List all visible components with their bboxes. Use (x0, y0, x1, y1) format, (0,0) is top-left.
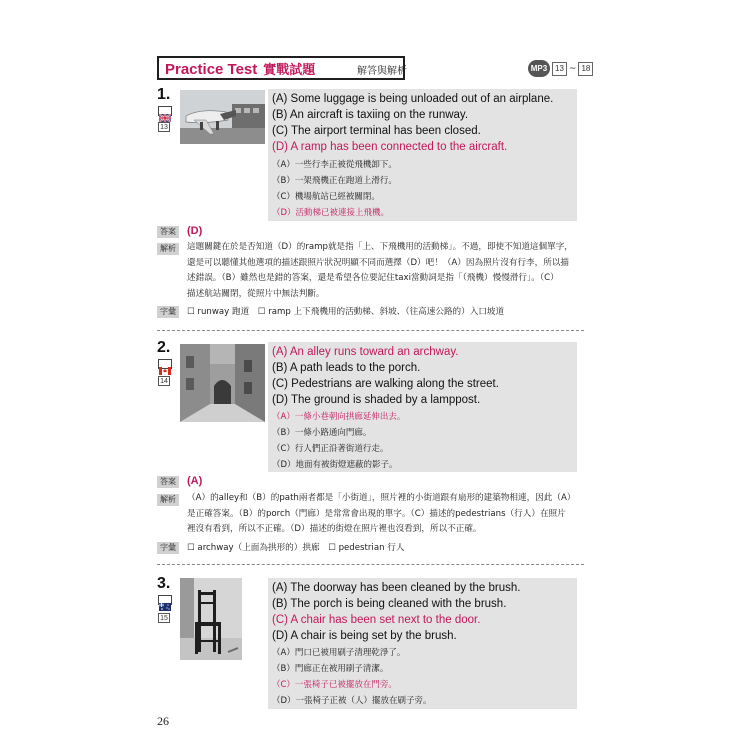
explanation-line: 是正確答案。（B）的porch（門廊）是常常會出現的單字。（C）描述的pedestrians（行人）在照片 (187, 508, 566, 519)
option-a-translation: （A）一些行李正被從飛機卸下。 (272, 160, 397, 170)
options-box (268, 578, 577, 709)
alley-photo (180, 344, 265, 422)
canada-flag-icon (158, 359, 172, 369)
option-d: (D) The ground is shaded by a lamppost. (272, 394, 481, 406)
options-box (268, 342, 577, 472)
vocabulary-text: ☐ archway（上面為拱形的）拱廊 ☐ pedestrian 行人 (187, 543, 405, 553)
track-number: 14 (158, 376, 170, 386)
explanation-line: 描述航站關閉，從照片中無法判斷。 (187, 288, 325, 299)
question-number: 1. (157, 86, 171, 103)
uk-flag-icon (158, 106, 172, 116)
section-title-zh: 實戰試題 (263, 62, 316, 77)
option-c-correct: (C) A chair has been set next to the door. (272, 614, 481, 626)
option-c: (C) Pedestrians are walking along the street. (272, 378, 499, 390)
explanation-line: 述錯誤。（B）雖然也是錯的答案，還是希望各位要記住taxi當動詞是指「（飛機）慢慢滑行」。（C） (187, 273, 559, 284)
explanation-text (187, 491, 582, 538)
option-a: (A) Some luggage is being unloaded out of an airplane. (272, 93, 554, 105)
section-subtitle: 解答與解析 (357, 66, 407, 77)
explanation-label: 解析 (157, 243, 179, 255)
question-divider (157, 564, 584, 565)
section-header (157, 56, 405, 80)
option-c-translation: （C）行人們正沿著街道行走。 (272, 444, 389, 454)
explanation-line: 裡沒有看到，所以不正確。（D）描述的街燈在照片裡也沒看到，所以不正確。 (187, 524, 482, 535)
option-a-translation: （A）門口已被用刷子清理乾淨了。 (272, 648, 406, 658)
option-b-translation: （B）門廊正在被用刷子清潔。 (272, 664, 389, 674)
question-divider (157, 330, 584, 331)
track-end: 18 (578, 62, 593, 76)
question-number: 2. (157, 339, 171, 356)
track-number: 13 (158, 122, 170, 132)
option-d-translation: （D）活動梯已被連接上飛機。 (272, 208, 390, 218)
answer-label: 答案 (157, 476, 179, 488)
page-number: 26 (157, 714, 169, 728)
answer-value: (D) (187, 225, 203, 237)
option-a-correct: (A) An alley runs toward an archway. (272, 346, 459, 358)
question-number: 3. (157, 575, 171, 592)
explanation-line: 這題關鍵在於是否知道（D）的ramp就是指「上、下飛機用的活動梯」。不過，即使不知道這個單字， (187, 242, 573, 252)
explanation-line: （A）的alley和（B）的path兩者都是「小街道」，照片裡的小街道跟有扇形的建築物相連，因此（A） (187, 493, 576, 503)
option-b-translation: （B）一條小路通向門廊。 (272, 428, 372, 438)
airport-photo (180, 90, 265, 144)
option-a: (A) The doorway has been cleaned by the brush. (272, 582, 521, 594)
chair-photo (180, 578, 242, 660)
vocabulary-label: 字彙 (157, 306, 179, 318)
option-d-translation: （D）地面有被街燈遮蔽的影子。 (272, 460, 398, 470)
vocabulary-text: ☐ runway 跑道 ☐ ramp 上下飛機用的活動梯、斜坡、（往高速公路的）入口坡道 (187, 307, 505, 317)
section-title-en: Practice Test (165, 61, 258, 78)
vocabulary-label: 字彙 (157, 542, 179, 554)
option-c-translation: （C）一張椅子已被擺放在門旁。 (272, 680, 397, 690)
track-range-tilde: ~ (568, 63, 577, 74)
mp3-icon: MP3 (528, 60, 550, 77)
option-d-correct: (D) A ramp has been connected to the aircraft. (272, 141, 508, 153)
option-b-translation: （B）一架飛機正在跑道上滑行。 (272, 176, 397, 186)
option-a-translation: （A）一條小巷朝向拱廊延伸出去。 (272, 412, 406, 422)
option-b: (B) A path leads to the porch. (272, 362, 421, 374)
explanation-text (187, 240, 582, 302)
option-b: (B) An aircraft is taxiing on the runway. (272, 109, 469, 121)
option-c: (C) The airport terminal has been closed. (272, 125, 481, 137)
option-d: (D) A chair is being set by the brush. (272, 630, 457, 642)
options-box (268, 89, 577, 221)
explanation-label: 解析 (157, 494, 179, 506)
option-c-translation: （C）機場航站已經被關閉。 (272, 192, 380, 202)
section-title (165, 59, 315, 78)
australia-flag-icon (158, 595, 172, 605)
explanation-line: 還是可以聽懂其他選項的描述跟照片狀況明顯不同而選擇（D）吧！（A）因為照片沒有行李，所以描 (187, 257, 570, 268)
option-b: (B) The porch is being cleaned with the brush. (272, 598, 507, 610)
option-d-translation: （D）一張椅子正被（人）擺放在刷子旁。 (272, 696, 432, 706)
mp3-track-indicator (528, 60, 593, 77)
answer-value: (A) (187, 475, 203, 487)
track-number: 15 (158, 613, 170, 623)
track-start: 13 (552, 62, 567, 76)
answer-label: 答案 (157, 226, 179, 238)
